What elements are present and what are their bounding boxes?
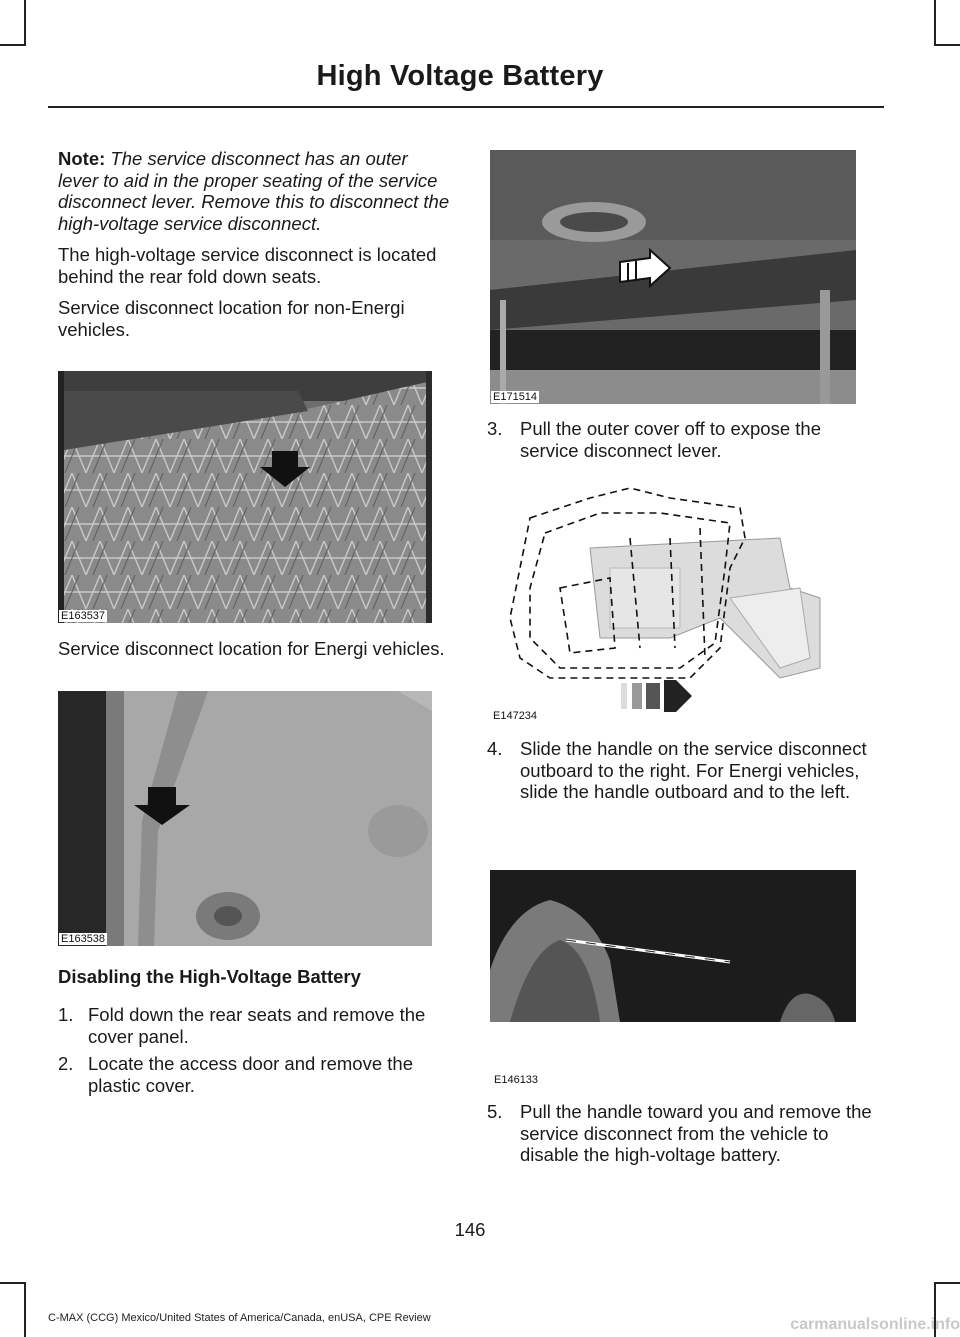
step-text: Pull the handle toward you and remove the service disconnect from the vehicle to disable the high-voltage battery. — [520, 1101, 872, 1165]
crop-mark — [0, 1282, 24, 1284]
step-number: 1. — [58, 1004, 74, 1025]
figure-code: E147234 — [493, 710, 538, 722]
note-label: Note: — [58, 148, 106, 169]
figure-service-disconnect-diagram — [490, 478, 836, 726]
step-text: Fold down the rear seats and remove the cover panel. — [88, 1004, 426, 1047]
crop-mark — [0, 44, 24, 46]
step-number: 3. — [487, 418, 503, 439]
step-item — [487, 418, 883, 461]
step-item — [487, 1101, 887, 1166]
figure-non-energi-location — [58, 371, 432, 623]
step-item — [58, 1004, 448, 1047]
step-text: Slide the handle on the service disconnect outboard to the right. For Energi vehicles, slide the handle outboard and to the left. — [520, 738, 867, 802]
caption-non-energi: Service disconnect location for non-Energi vehicles. — [58, 297, 405, 340]
figure-handle-slide — [490, 870, 860, 1090]
note-paragraph — [58, 148, 450, 234]
figure-access-door — [490, 150, 856, 404]
crop-mark — [24, 0, 26, 46]
title-divider — [48, 106, 884, 108]
figure-energi-location — [58, 691, 432, 946]
figure-code: E163537 — [61, 610, 106, 622]
watermark: carmanualsonline.info — [790, 1316, 960, 1333]
crop-mark — [24, 1282, 26, 1337]
crop-mark — [934, 0, 936, 46]
step-text: Locate the access door and remove the plastic cover. — [88, 1053, 413, 1096]
energi-trim-photo — [58, 691, 432, 946]
page-number: 146 — [454, 1219, 486, 1240]
access-door-photo — [490, 150, 856, 404]
step-number: 5. — [487, 1101, 503, 1122]
service-disconnect-drawing — [490, 478, 836, 726]
section-heading: Disabling the High-Voltage Battery — [58, 966, 361, 987]
step-item — [487, 738, 883, 803]
step-text: Pull the outer cover off to expose the service disconnect lever. — [520, 418, 821, 461]
figure-code: E163538 — [61, 933, 106, 945]
location-paragraph: The high-voltage service disconnect is located behind the rear fold down seats. — [58, 244, 437, 287]
handle-photo — [490, 870, 860, 1090]
doc-info: C-MAX (CCG) Mexico/United States of America/Canada, enUSA, CPE Review — [48, 1312, 431, 1324]
step-item — [58, 1053, 448, 1096]
figure-code: E146133 — [494, 1074, 539, 1086]
rear-seat-photo — [58, 371, 432, 623]
crop-mark — [936, 44, 960, 46]
crop-mark — [936, 1282, 960, 1284]
page-title: High Voltage Battery — [316, 60, 604, 92]
figure-code: E171514 — [493, 391, 538, 403]
note-text: The service disconnect has an outer lever to aid in the proper seating of the service disconnect lever. Remove this to disconnect the high-voltage service disconnect. — [58, 148, 450, 234]
left-column — [58, 148, 450, 350]
caption-energi: Service disconnect location for Energi vehicles. — [58, 638, 445, 659]
step-number: 2. — [58, 1053, 74, 1074]
step-number: 4. — [487, 738, 503, 759]
